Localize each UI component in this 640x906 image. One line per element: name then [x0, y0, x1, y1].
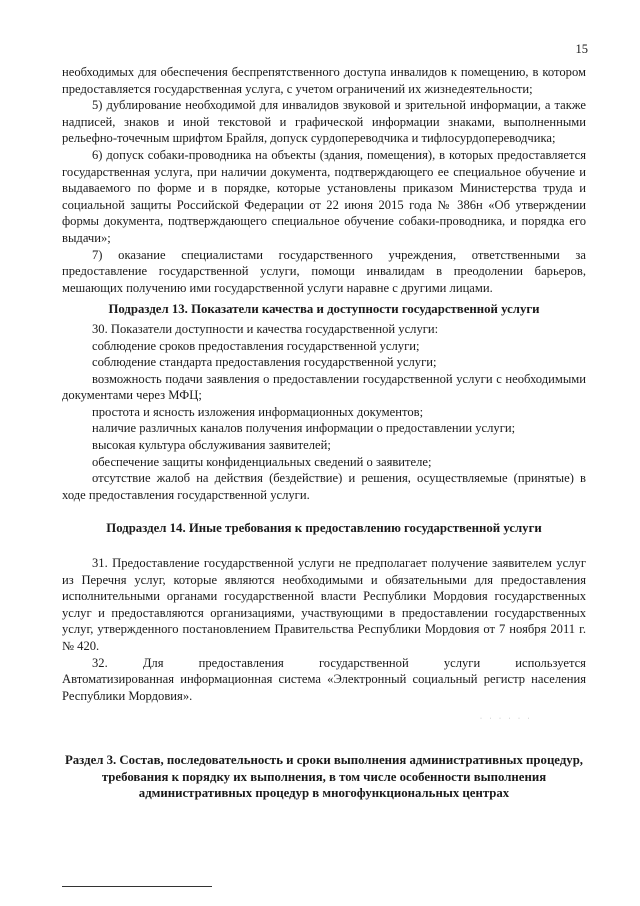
p32-word: 32.	[92, 655, 108, 670]
list-item: наличие различных каналов получения информации о предоставлении услуги;	[92, 421, 516, 436]
list-item: обеспечение защиты конфиденциальных сведений о заявителе;	[92, 454, 432, 469]
scan-artifact: · · · · · ·	[480, 716, 533, 722]
p32-word: услуги	[443, 655, 481, 670]
list-item: соблюдение стандарта предоставления государственной услуги;	[92, 355, 437, 370]
footnote-divider	[62, 886, 212, 887]
p32-word: государственной	[318, 655, 409, 670]
list-item: высокая культура обслуживания заявителей;	[92, 438, 331, 453]
p32-word: используется	[515, 655, 586, 670]
subsection-14-title: Подраздел 14. Иные требования к предоставлению государственной услуги	[106, 521, 542, 536]
list-item: отсутствие жалоб на действия (бездействие) и решения, осуществляемые (принятые) в ходе предоставления государственной услуги.	[62, 471, 586, 502]
paragraph-accessibility-intro: необходимых для обеспечения беспрепятственного доступа инвалидов к помещению, в котором предоставляется государственная услуга, с учетом ограничений их жизнедеятельности;	[62, 65, 586, 96]
paragraph-item-6: 6) допуск собаки-проводника на объекты (здания, помещения), в которых предоставляется государственная услуга, при наличии документа, подтверждающего ее специальное обучение и выдаваемого по форме и в порядке, которые установлены приказом Министерства труда и социальной защиты Российской Федерации от 22 июня 2015 года № 386н «Об утверждении формы документа, подтверждающего специальное обучение собаки-проводника, и порядка его выдачи»;	[62, 147, 586, 245]
document-body	[62, 64, 586, 704]
section-3-title: Раздел 3. Состав, последовательность и сроки выполнения административных процедур, требования к порядку их выполнения, в том числе особенности выполнения административных процедур в многофункциональных центрах	[64, 753, 584, 801]
list-item: возможность подачи заявления о предоставлении государственной услуги с необходимыми документами через МФЦ;	[62, 371, 586, 403]
paragraph-item-5: 5) дублирование необходимой для инвалидов звуковой и зрительной информации, а также надписей, знаков и иной текстовой и графической информации знаками, выполненными рельефно-точечным шрифтом Брайля, допуск сурдопереводчика и тифлосурдопереводчика;	[62, 98, 586, 146]
p32-word: предоставления	[198, 655, 284, 670]
paragraph-30: 30. Показатели доступности и качества государственной услуги:	[92, 321, 439, 336]
page-number: 15	[575, 42, 588, 56]
p32-word: Для	[142, 655, 164, 670]
paragraph-32-first-line	[62, 655, 586, 672]
paragraph-item-7: 7) оказание специалистами государственного учреждения, ответственными за предоставление государственной услуги, помощи инвалидам в преодолении барьеров, мешающих получению ими государственной услуги наравне с другими лицами.	[62, 247, 586, 295]
list-item: простота и ясность изложения информационных документов;	[92, 404, 424, 419]
list-item: соблюдение сроков предоставления государственной услуги;	[92, 338, 420, 353]
paragraph-32-rest: Автоматизированная информационная система «Электронный социальный регистр населения Республики Мордовия».	[62, 672, 586, 703]
subsection-13-title: Подраздел 13. Показатели качества и доступности государственной услуги	[108, 302, 540, 317]
paragraph-31: 31. Предоставление государственной услуги не предполагает получение заявителем услуг из Перечня услуг, которые являются необходимыми и обязательными для предоставления исполнительными органами государственной власти Республики Мордовия государственных услуг и предоставляются организациями, участвующими в предоставлении государственных услуг, утвержденного постановлением Правительства Республики Мордовия от 7 ноября 2011 г. № 420.	[62, 556, 586, 653]
